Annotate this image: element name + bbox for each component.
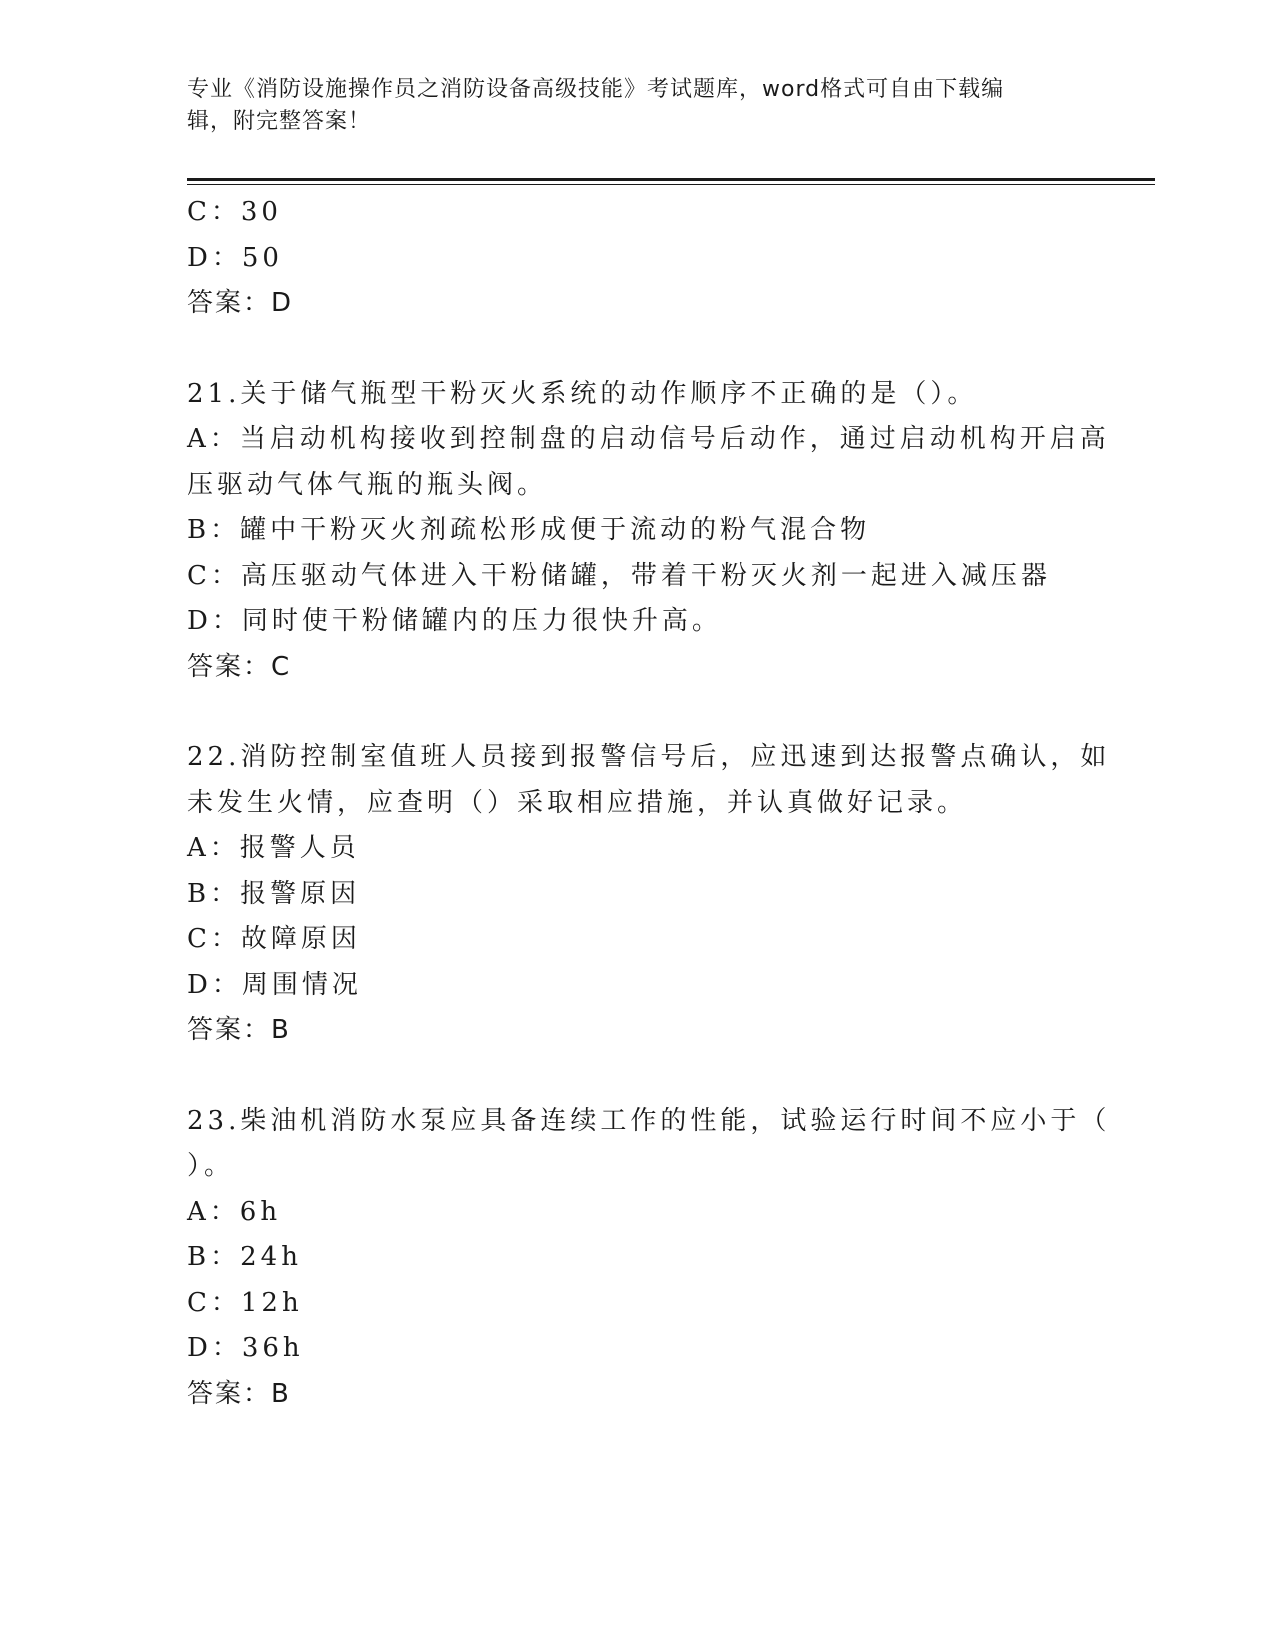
- q21-option-d: D：同时使干粉储罐内的压力很快升高。: [187, 606, 722, 636]
- q23-option-c: C：12h: [187, 1287, 303, 1318]
- q22-option-b: B：报警原因: [187, 878, 361, 909]
- q23-stem-line-1: 23.柴油机消防水泵应具备连续工作的性能，试验运行时间不应小于（: [187, 1105, 1111, 1136]
- q22-option-c: C：故障原因: [187, 924, 361, 954]
- page-header: [187, 74, 1067, 138]
- question-22-block: [187, 735, 1111, 1054]
- q22-option-a: A：报警人员: [187, 833, 360, 863]
- header-line-2: 辑，附完整答案！: [187, 109, 372, 134]
- q23-option-b: B：24h: [187, 1242, 302, 1272]
- q20-answer: 答案：D: [187, 288, 294, 318]
- question-23-block: [187, 1099, 1111, 1418]
- spacer: [187, 1054, 1077, 1099]
- q21-option-b: B：罐中干粉灭火剂疏松形成便于流动的粉气混合物: [187, 515, 871, 545]
- question-21-block: [187, 372, 1110, 691]
- spacer: [187, 690, 1077, 735]
- header-rule-thick: [187, 178, 1155, 181]
- q22-stem-line-2: 未发生火情，应查明（）采取相应措施，并认真做好记录。: [187, 787, 968, 818]
- q21-option-a-line-2: 压驱动气体气瓶的瓶头阀。: [187, 469, 548, 500]
- q21-answer: 答案：C: [187, 651, 292, 682]
- q21-option-a-line-1: A：当启动机构接收到控制盘的启动信号后动作，通过启动机构开启高: [187, 424, 1110, 454]
- header-line-1: 专业《消防设施操作员之消防设备高级技能》考试题库，word格式可自由下载编: [187, 77, 1005, 102]
- q23-answer: 答案：B: [187, 1378, 291, 1409]
- question-20-block: [187, 190, 1077, 327]
- q20-option-d: D：50: [187, 242, 283, 273]
- q22-option-d: D：周围情况: [187, 969, 362, 1000]
- q20-option-c: C：30: [187, 197, 282, 227]
- q23-option-a: A：6h: [187, 1196, 282, 1227]
- q23-option-d: D：36h: [187, 1333, 304, 1363]
- q21-option-c: C：高压驱动气体进入干粉储罐，带着干粉灭火剂一起进入减压器: [187, 560, 1051, 591]
- q22-stem-line-1: 22.消防控制室值班人员接到报警信号后，应迅速到达报警点确认，如: [187, 742, 1111, 772]
- q22-answer: 答案：B: [187, 1015, 291, 1045]
- header-rule-thin: [187, 184, 1155, 185]
- q21-stem: 21.关于储气瓶型干粉灭火系统的动作顺序不正确的是（）。: [187, 378, 978, 409]
- spacer: [187, 327, 1077, 372]
- q23-stem-line-2: ）。: [187, 1151, 235, 1181]
- question-content: [187, 190, 1111, 1417]
